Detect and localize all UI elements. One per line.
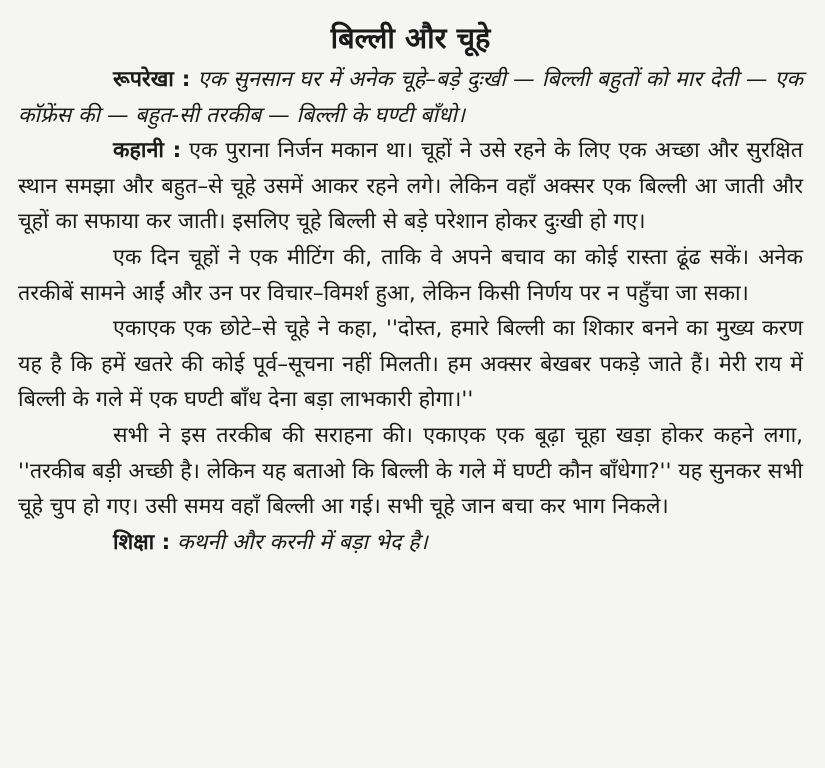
story-label: कहानी : <box>113 138 182 164</box>
story-paragraph-small-mouse: एकाएक एक छोटे–से चूहे ने कहा, ''दोस्त, हमारे बिल्ली का शिकार बनने का मुख्य करण यह है कि हमें खतरे की कोई पूर्व–सूचना नहीं मिलती। हम अक्सर बेखबर पकड़े जाते हैं। मेरी राय में बिल्ली के गले में एक घण्टी बाँध देना बड़ा लाभकारी होगा।'' <box>18 316 803 413</box>
moral-paragraph <box>18 525 803 561</box>
story-paragraph <box>18 133 803 240</box>
story-text: एक पुराना निर्जन मकान था। चूहों ने उसे रहने के लिए एक अच्छा और सुरक्षित स्थान समझा और बहुत–से चूहे उसमें आकर रहने लगे। लेकिन वहाँ अक्सर एक बिल्ली आ जाती और चूहों का सफाया कर जाती। इसलिए चूहे बिल्ली से बड़े परेशान होकर दुःखी हो गए। <box>18 138 803 235</box>
outline-label: रूपरेखा : <box>113 67 191 92</box>
story-paragraph-meeting: एक दिन चूहों ने एक मीटिंग की, ताकि वे अपने बचाव का कोई रास्ता ढूंढ सकें। अनेक तरकीबें सामने आईं और उन पर विचार–विमर्श हुआ, लेकिन किसी निर्णय पर न पहुँचा जा सका। <box>18 244 803 306</box>
story-paragraph-old-mouse: सभी ने इस तरकीब की सराहना की। एकाएक एक बूढ़ा चूहा खड़ा होकर कहने लगा, ''तरकीब बड़ी अच्छी है। लेकिन यह बताओ कि बिल्ली के गले में घण्टी कौन बाँधेगा?'' यह सुनकर सभी चूहे चुप हो गए। उसी समय वहाँ बिल्ली आ गई। सभी चूहे जान बचा कर भाग निकले। <box>18 422 803 520</box>
moral-label: शिक्षा : <box>113 529 171 555</box>
outline-text: एक सुनसान घर में अनेक चूहे–बड़े दुःखी — बिल्ली बहुतों को मार देती — एक कॉफ्रेंस की — बहुत-सी तरकीब — बिल्ली के घण्टी बाँधो। <box>18 67 803 128</box>
moral-text: कथनी और करनी में बड़ा भेद है। <box>177 529 428 555</box>
outline-paragraph <box>18 62 803 133</box>
page-title: बिल्ली और चूहे <box>330 21 491 55</box>
